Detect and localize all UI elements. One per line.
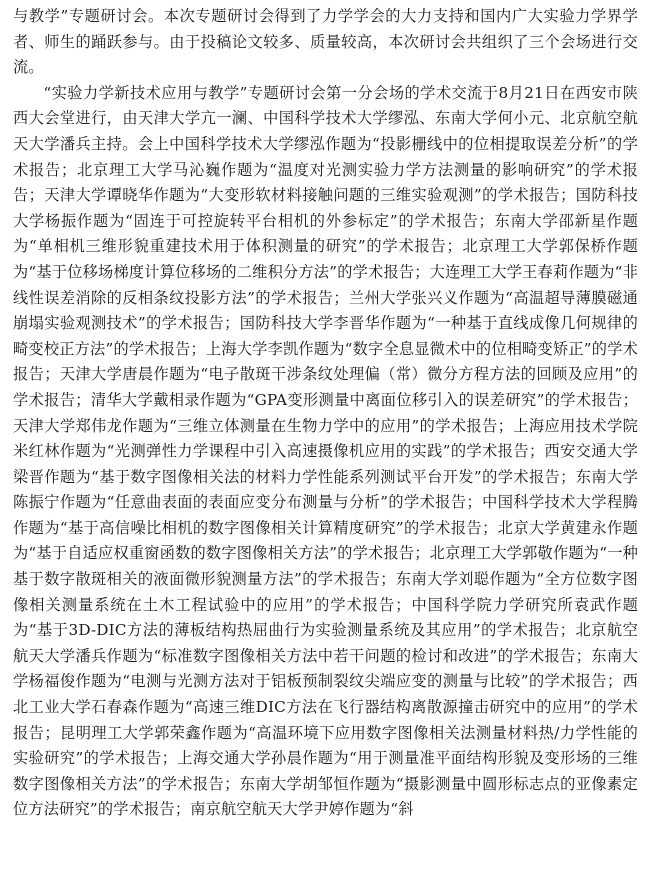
paragraph-session-one: “实验力学新技术应用与教学”专题研讨会第一分会场的学术交流于8月21日在西安市陕西大会堂进行，由天津大学亢一澜、中国科学技术大学缪泓、东南大学何小元、北京航空航天大学潘兵主持。会上中国科学技术大学缪泓作题为“投影栅线中的位相提取误差分析”的学术报告；北京理工大学马沁巍作题为“温度对光测实验力学方法测量的影响研究”的学术报告；天津大学谭晓华作题为“大变形软材料接触问题的三维实验观测”的学术报告；国防科技大学杨振作题为“固连于可控旋转平台相机的外参标定”的学术报告；东南大学邵新星作题为“单相机三维形貌重建技术用于体积测量的研究”的学术报告；北京理工大学郭保桥作题为“基于位移场梯度计算位移场的二维积分方法”的学术报告；大连理工大学王春莉作题为“非线性误差消除的反相条纹投影方法”的学术报告；兰州大学张兴义作题为“高温超导薄膜磁通崩塌实验观测技术”的学术报告；国防科技大学李晋华作题为“一种基于直线成像几何规律的畸变校正方法”的学术报告；上海大学李凯作题为“数字全息显微术中的位相畸变矫正”的学术报告；天津大学唐晨作题为“电子散斑干涉条纹处理偏（常）微分方程方法的回顾及应用”的学术报告；清华大学戴相录作题为“GPA变形测量中离面位移引入的误差研究”的学术报告；天津大学郑伟龙作题为“三维立体测量在生物力学中的应用”的学术报告；上海应用技术学院米红林作题为“光测弹性力学课程中引入高速摄像机应用的实践”的学术报告；西安交通大学梁晋作题为“基于数字图像相关法的材料力学性能系列测试平台开发”的学术报告；东南大学陈振宁作题为“任意曲表面的表面应变分布测量与分析”的学术报告；中国科学技术大学程腾作题为“基于高信噪比相机的数字图像相关计算精度研究”的学术报告；北京大学黄建永作题为“基于自适应权重窗函数的数字图像相关方法”的学术报告；北京理工大学郭敬作题为“一种基于数字散斑相关的液面微形貌测量方法”的学术报告；东南大学刘聪作题为“全方位数字图像相关测量系统在土木工程试验中的应用”的学术报告；中国科学院力学研究所袁武作题为“基于3D-DIC方法的薄板结构热屈曲行为实验测量系统及其应用”的学术报告；北京航空航天大学潘兵作题为“标准数字图像相关方法中若干问题的检讨和改进”的学术报告；东南大学杨福俊作题为“电测与光测方法对于铝板预制裂纹尖端应变的测量与比较”的学术报告；西北工业大学石春森作题为“高速三维DIC方法在飞行器结构离散源撞击研究中的应用”的学术报告；昆明理工大学郭荣鑫作题为“高温环境下应用数字图像相关法测量材料热/力学性能的实验研究”的学术报告；上海交通大学孙晨作题为“用于测量准平面结构形貌及变形场的三维数字图像相关方法”的学术报告；东南大学胡邹恒作题为“摄影测量中圆形标志点的亚像素定位方法研究”的学术报告；南京航空航天大学尹婷作题为“斜 — [13, 83, 638, 819]
paragraph-continuation: 与教学”专题研讨会。本次专题研讨会得到了力学学会的大力支持和国内广大实验力学界学者、师生的踊跃参与。由于投稿论文较多、质量较高，本次研讨会共组织了三个会场进行交流。 — [13, 7, 638, 77]
